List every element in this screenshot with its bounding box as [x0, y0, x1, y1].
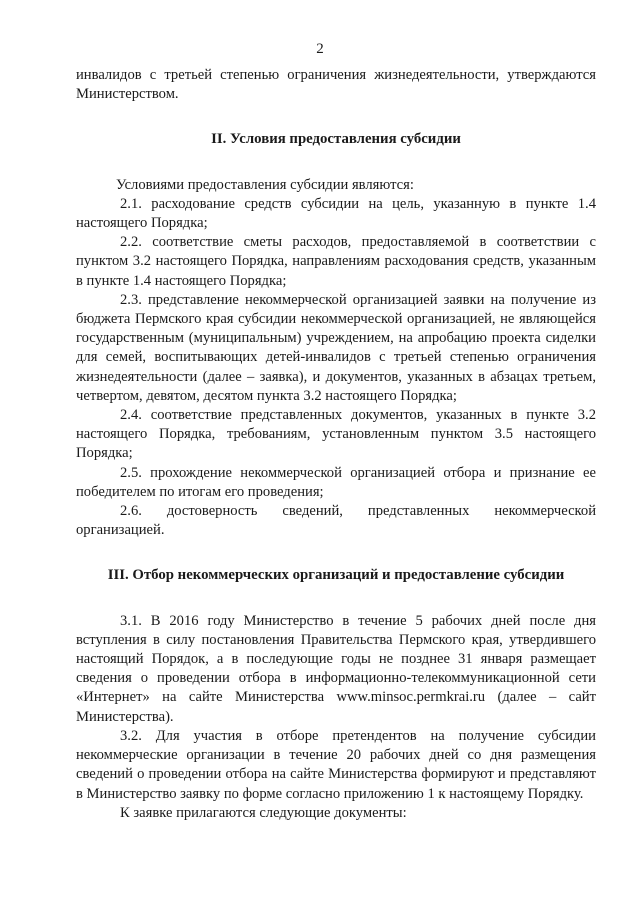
clause-2-6: 2.6. достоверность сведений, представленных некоммерческой организацией.: [76, 503, 596, 539]
section-2-heading: II. Условия предоставления субсидии: [211, 131, 461, 148]
clause-2-5: 2.5. прохождение некоммерческой организацией отбора и признание ее победителем по итогам его проведения;: [76, 464, 596, 500]
clause-2-4: 2.4. соответствие представленных документов, указанных в пункте 3.2 настоящего Порядка, требованиям, установленным пунктом 3.5 настоящего Порядка;: [76, 407, 596, 462]
section-2-lead: Условиями предоставления субсидии являются:: [116, 176, 414, 193]
attachments-lead: К заявке прилагаются следующие документы:: [120, 804, 407, 821]
clause-2-3: 2.3. представление некоммерческой организацией заявки на получение из бюджета Пермского края субсидии некоммерческой организацией, не являющейся государственным (муниципальным) учреждением, на апробацию проекта сиделки для семей, воспитывающих детей-инвалидов с третьей степенью ограничения жизнедеятельности (далее – заявка), и документов, указанных в абзацах третьем, четвертом, девятом, десятом пункта 3.2 настоящего Порядка;: [76, 291, 596, 404]
intro-paragraph: инвалидов с третьей степенью ограничения жизнедеятельности, утверждаются Министерством.: [76, 67, 596, 103]
clause-3-1: 3.1. В 2016 году Министерство в течение 5 рабочих дней после дня вступления в силу постановления Правительства Пермского края, утвердившего настоящий Порядок, а в последующие годы не позднее 31 января размещает сведения о проведении отбора в информационно-телекоммуникационной сети «Интернет» на сайте Министерства www.minsoc.permkrai.ru (далее – сайт Министерства).: [76, 612, 596, 725]
document-body: [76, 66, 596, 823]
page-number: 2: [316, 41, 324, 57]
clause-3-2: 3.2. Для участия в отборе претендентов на получение субсидии некоммерческие организации в течение 20 рабочих дней со дня размещения сведений о проведении отбора на сайте Министерства формируют и представляют в Министерство заявку по форме согласно приложению 1 к настоящему Порядку.: [76, 727, 596, 802]
section-3-heading: III. Отбор некоммерческих организаций и предоставление субсидии: [107, 567, 565, 584]
clause-2-1: 2.1. расходование средств субсидии на цель, указанную в пункте 1.4 настоящего Порядка;: [76, 195, 596, 232]
clause-2-2: 2.2. соответствие сметы расходов, предоставляемой в соответствии с пунктом 3.2 настоящего Порядка, направлениям расходования средств, указанным в пункте 1.4 настоящего Порядка;: [76, 234, 596, 289]
